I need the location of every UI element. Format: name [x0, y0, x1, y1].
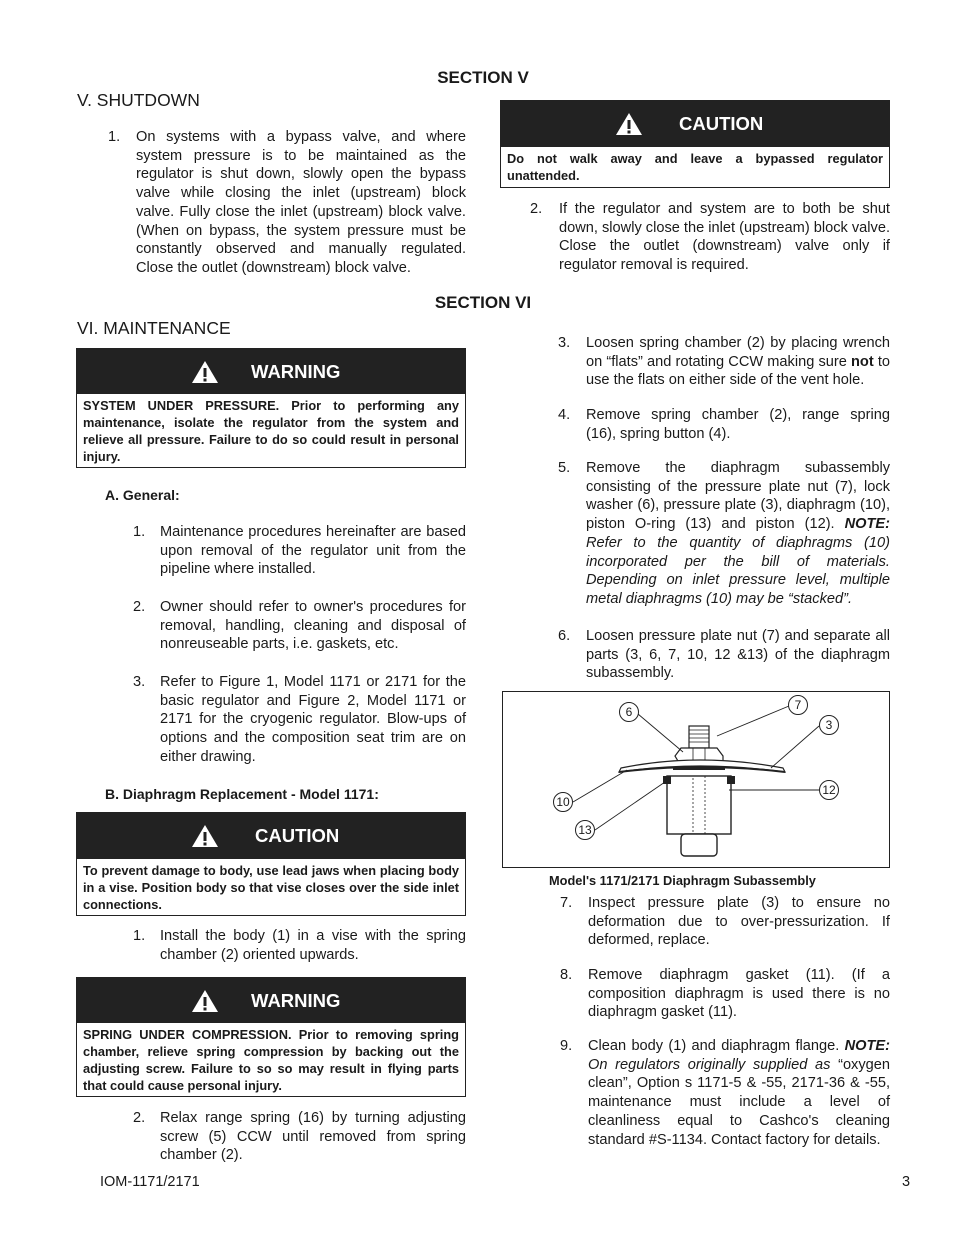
- caution-text: To prevent damage to body, use lead jaws when placing body in a vise. Position body so that vise closes over the side inlet connections.: [83, 863, 459, 912]
- general-item-3: [133, 673, 467, 769]
- callout-6: 6: [619, 702, 639, 722]
- document-number: IOM-1171/2171: [100, 1174, 200, 1190]
- item-text: [586, 334, 890, 390]
- item-text: Refer to Figure 1, Model 1171 or 2171 for the basic regulator and Figure 2, Model 1171 or 2171 for the cryogenic regulator. Blow-ups of options and the composition seat trim are on either drawing.: [160, 674, 466, 765]
- section-vi-heading: SECTION VI: [434, 293, 532, 312]
- warning-label: WARNING: [251, 360, 341, 382]
- item-number: 3.: [133, 674, 146, 690]
- callout-12: 12: [819, 780, 839, 800]
- item-number: 8.: [560, 967, 573, 983]
- warning-triangle-icon: [185, 349, 225, 394]
- shutdown-title: V. SHUTDOWN: [77, 90, 200, 110]
- item-number: 1.: [133, 928, 146, 944]
- item-number: 3.: [558, 335, 571, 351]
- shutdown-item-2: [530, 200, 890, 280]
- item-text: Maintenance procedures hereinafter are based upon removal of the regulator unit from the pipeline where installed.: [160, 524, 466, 578]
- item-text-part: Loosen spring chamber (2) by placing wrench on “flats” and rotating CCW making sure: [586, 335, 890, 370]
- warning-text: SYSTEM UNDER PRESSURE. Prior to performing any maintenance, isolate the regulator from the system and relieve all pressure. Failure to do so could result in personal injury.: [83, 398, 459, 464]
- note-label: NOTE:: [844, 516, 891, 533]
- diaphragm-subassembly-figure: [502, 691, 890, 868]
- item-text-part: Clean body (1) and diaphragm flange.: [588, 1038, 840, 1054]
- warning-text: SPRING UNDER COMPRESSION. Prior to removing spring chamber, relieve spring compression by backing out the adjusting screw. Failure to so so may result in flying parts that could cause personal injury.: [83, 1027, 459, 1093]
- callout-13: 13: [575, 820, 595, 840]
- note-text: On regulators originally supplied as: [588, 1056, 831, 1073]
- item-text: Remove diaphragm gasket (11). (If a composition diaphragm is used there is no diaphragm gasket (11).: [588, 967, 890, 1021]
- item-number: 2.: [133, 1110, 146, 1126]
- item-text: Install the body (1) in a vise with the spring chamber (2) oriented upwards.: [160, 928, 466, 963]
- diaphragm-item-3: [558, 334, 891, 394]
- general-item-1: [133, 523, 467, 583]
- diaphragm-item-6: [558, 627, 891, 687]
- item-text-part: “oxygen clean”, Option s 1171-5 & -55, 2171-36 & -55, maintenance must include a level of cleanliness equal to Cashco's cleaning standard #S-1134. Contact factory for details.: [588, 1056, 890, 1148]
- shutdown-item-1: [108, 128, 468, 278]
- general-item-2: [133, 598, 467, 658]
- item-text-part: Remove the diaphragm subassembly consisting of the pressure plate nut (7), lock washer (6), pressure plate (3), diaphragm (10), piston O-ring (13) and piston (12).: [586, 460, 890, 533]
- callout-7: 7: [788, 695, 808, 715]
- note-label: NOTE:: [844, 1038, 890, 1054]
- item-text: If the regulator and system are to both be shut down, slowly close the inlet (upstream) block valve. Close the outlet (downstream) valve only if regulator removal is required.: [559, 201, 890, 274]
- item-text: Remove spring chamber (2), range spring (16), spring button (4).: [586, 407, 890, 442]
- item-text: Loosen pressure plate nut (7) and separate all parts (3, 6, 7, 10, 12 &13) of the diaphragm subassembly.: [586, 628, 890, 682]
- item-text: Relax range spring (16) by turning adjusting screw (5) CCW until removed from spring chamber (2).: [160, 1110, 466, 1164]
- note-text: Refer to the quantity of diaphragms (10) incorporated per the bill of materials. Depending on inlet pressure level, multiple metal diaphragms (10) may be “stacked”.: [586, 534, 890, 607]
- diaphragm-item-8: [560, 966, 891, 1026]
- warning-box-pressure: [76, 348, 466, 468]
- caution-box-vise: [76, 812, 466, 916]
- figure-caption: Model's 1171/2171 Diaphragm Subassembly: [549, 873, 816, 888]
- item-number: 1.: [108, 129, 121, 145]
- warning-triangle-icon: [185, 978, 225, 1023]
- diaphragm-subheading: B. Diaphragm Replacement - Model 1171:: [105, 786, 379, 802]
- caution-box-bypass: [500, 100, 890, 188]
- warning-triangle-icon: [609, 101, 649, 147]
- item-number: 7.: [560, 895, 573, 911]
- item-text-part: to use the flats on either side of the vent hole.: [586, 353, 890, 389]
- item-text: Inspect pressure plate (3) to ensure no deformation due to over-pressurization. If deformed, replace.: [588, 895, 890, 949]
- item-number: 4.: [558, 407, 571, 423]
- callout-10: 10: [553, 792, 573, 812]
- diaphragm-item-2: [133, 1109, 467, 1169]
- item-text: On systems with a bypass valve, and where system pressure is to be maintained as the regulator is shut down, slowly open the bypass valve while closing the inlet (upstream) block valve. Fully close the inlet (upstream) block valve. (When on bypass, the system pressure must be constantly observed and manually regulated. Close the outlet (downstream) block valve.: [136, 129, 466, 276]
- caution-label: CAUTION: [679, 113, 764, 134]
- caution-label: CAUTION: [255, 825, 340, 846]
- item-number: 6.: [558, 628, 571, 644]
- caution-text: Do not walk away and leave a bypassed regulator unattended.: [507, 151, 883, 183]
- item-number: 1.: [133, 524, 146, 540]
- section-v-heading: SECTION V: [437, 68, 529, 87]
- item-number: 9.: [560, 1038, 573, 1054]
- item-text-bold: not: [850, 353, 874, 370]
- item-text: [586, 459, 890, 609]
- warning-box-spring: [76, 977, 466, 1097]
- maintenance-title: VI. MAINTENANCE: [77, 318, 231, 338]
- item-text: Owner should refer to owner's procedures for removal, handling, cleaning and disposal of nonreuseable parts, i.e. gaskets, etc.: [160, 599, 466, 653]
- item-number: 2.: [530, 201, 543, 217]
- page-number: 3: [902, 1174, 911, 1190]
- warning-label: WARNING: [251, 989, 341, 1011]
- item-text: [588, 1037, 890, 1149]
- general-subheading: A. General:: [105, 487, 180, 503]
- item-number: 2.: [133, 599, 146, 615]
- diaphragm-item-1: [133, 927, 467, 967]
- warning-triangle-icon: [185, 813, 225, 859]
- diaphragm-item-7: [560, 894, 891, 954]
- diaphragm-item-9: [560, 1037, 891, 1149]
- diaphragm-item-4: [558, 406, 891, 446]
- diaphragm-item-5: [558, 459, 891, 611]
- item-number: 5.: [558, 460, 571, 476]
- callout-3: 3: [819, 715, 839, 735]
